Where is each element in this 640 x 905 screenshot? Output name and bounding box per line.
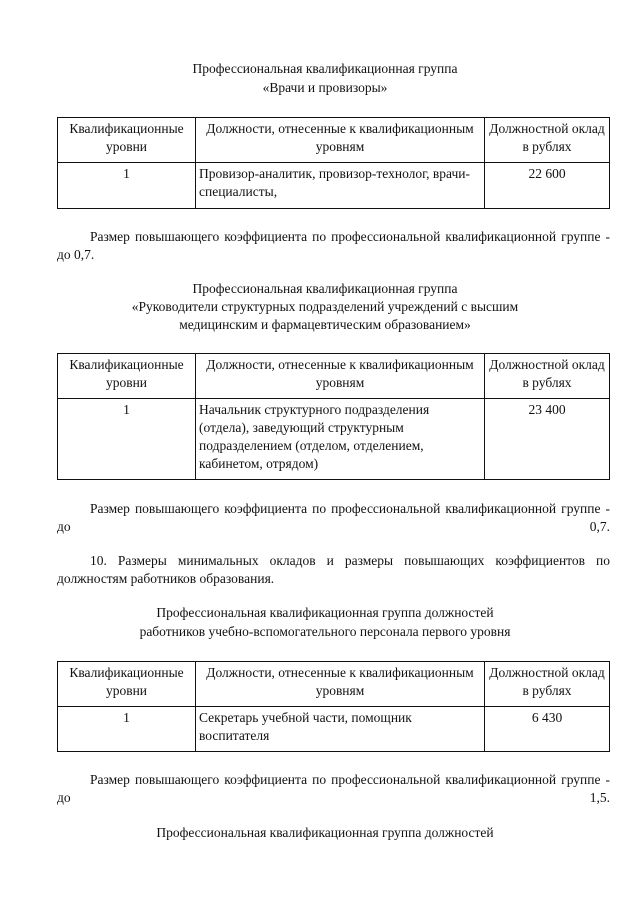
group2-heading [40,280,610,334]
group1-heading [40,60,610,97]
header-levels: Квалификационные уровни [58,118,196,163]
table-header-row [58,354,610,399]
group3-coefficient: Размер повышающего коэффициента по профессиональной квалификационной группе - до 1,5. [57,772,610,805]
group1-title-line: «Врачи и провизоры» [262,80,388,95]
header-salary: Должностной оклад в рублях [485,662,610,707]
group2-title-line: Профессиональная квалификационная группа [192,281,458,296]
header-salary: Должностной оклад в рублях [485,354,610,399]
group4-title-line: Профессиональная квалификационная группа должностей [156,825,494,840]
row-positions: Провизор-аналитик, провизор-технолог, врачи-специалисты, [196,163,485,209]
group2-title-line: «Руководители структурных подразделений учреждений с высшим [131,299,519,314]
group1-table [57,117,610,209]
group1-title-line: Профессиональная квалификационная группа [192,61,458,76]
table-header-row [58,662,610,707]
row-positions: Начальник структурного подразделения (отдела), заведующий структурным подразделением (отделом, отделением, кабинетом, отрядом) [196,399,485,480]
row-level: 1 [58,707,196,752]
table-row [58,707,610,752]
header-positions: Должности, отнесенные к квалификационным уровням [196,118,485,163]
group3-table [57,661,610,752]
group2-coefficient: Размер повышающего коэффициента по профессиональной квалификационной группе - до 0,7. [57,501,610,534]
group3-title-line: работников учебно-вспомогательного персонала первого уровня [139,624,511,639]
row-salary: 22 600 [485,163,610,209]
group3-title-line: Профессиональная квалификационная группа должностей [156,605,494,620]
row-level: 1 [58,399,196,480]
group4-heading [40,824,610,842]
group2-title-line: медицинским и фармацевтическим образованием» [179,317,471,332]
row-positions: Секретарь учебной части, помощник воспитателя [196,707,485,752]
header-positions: Должности, отнесенные к квалификационным уровням [196,662,485,707]
header-levels: Квалификационные уровни [58,354,196,399]
group3-heading [40,604,610,641]
header-levels: Квалификационные уровни [58,662,196,707]
header-salary: Должностной оклад в рублях [485,118,610,163]
header-positions: Должности, отнесенные к квалификационным уровням [196,354,485,399]
section-10-paragraph: 10. Размеры минимальных окладов и размеры повышающих коэффициентов по должностям работников образования. [57,553,610,586]
row-salary: 6 430 [485,707,610,752]
table-row [58,399,610,480]
table-row [58,163,610,209]
row-salary: 23 400 [485,399,610,480]
row-level: 1 [58,163,196,209]
group1-coefficient: Размер повышающего коэффициента по профессиональной квалификационной группе - до 0,7. [57,229,610,262]
group2-table [57,353,610,480]
table-header-row [58,118,610,163]
